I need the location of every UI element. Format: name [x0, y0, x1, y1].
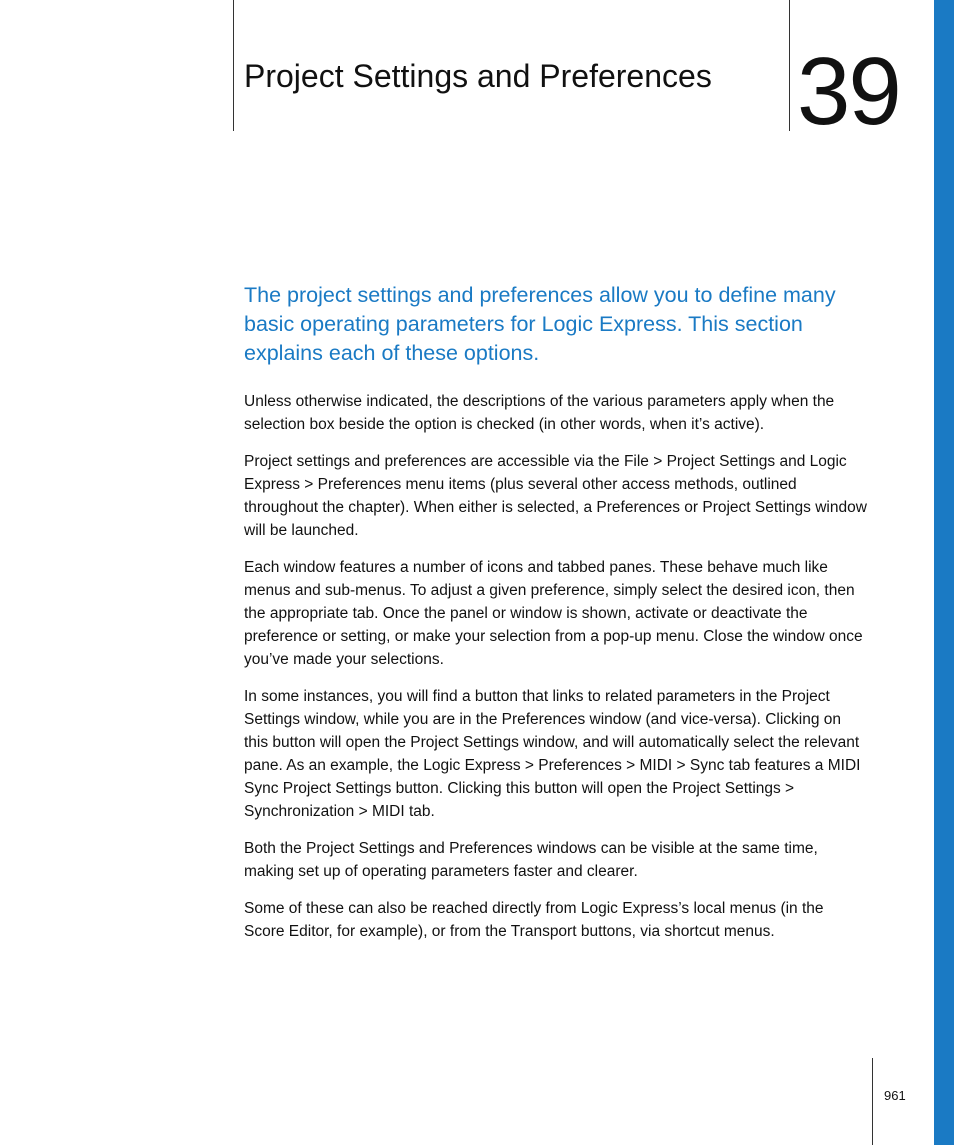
body-paragraph: Each window features a number of icons and tabbed panes. These behave much like menus and sub-menus. To adjust a given preference, simply select the desired icon, then the appropriate tab. Once the panel or window is shown, activate or deactivate the preference or setting, or make your selection from a pop-up menu. Close the window once you’ve made your selections. — [244, 559, 863, 668]
body-paragraph: Some of these can also be reached directly from Logic Express’s local menus (in the Score Editor, for example), or from the Transport buttons, via shortcut menus. — [244, 900, 824, 940]
body-paragraph: Both the Project Settings and Preferences windows can be visible at the same time, making set up of operating parameters faster and clearer. — [244, 840, 818, 880]
header-rule-left — [233, 0, 234, 131]
chapter-title: Project Settings and Preferences — [244, 58, 712, 94]
header-rule-right — [789, 0, 790, 131]
page-number: 961 — [884, 1088, 906, 1103]
body-text — [244, 390, 868, 957]
chapter-number: 39 — [797, 38, 900, 145]
footer-rule — [872, 1058, 873, 1145]
body-paragraph: Project settings and preferences are accessible via the File > Project Settings and Logic Express > Preferences menu items (plus several other access methods, outlined throughout the chapter). When either is selected, a Preferences or Project Settings window will be launched. — [244, 453, 867, 539]
body-paragraph: Unless otherwise indicated, the descriptions of the various parameters apply when the selection box beside the option is checked (in other words, when it’s active). — [244, 393, 835, 433]
chapter-intro: The project settings and preferences allow you to define many basic operating parameters for Logic Express. This section explains each of these options. — [244, 283, 836, 365]
chapter-side-tab — [934, 0, 954, 1145]
body-paragraph: In some instances, you will find a button that links to related parameters in the Project Settings window, while you are in the Preferences window (and vice-versa). Clicking on this button will open the Project Settings window, and will automatically select the relevant pane. As an example, the Logic Express > Preferences > MIDI > Sync tab features a MIDI Sync Project Settings button. Clicking this button will open the Project Settings > Synchronization > MIDI tab. — [244, 688, 861, 820]
